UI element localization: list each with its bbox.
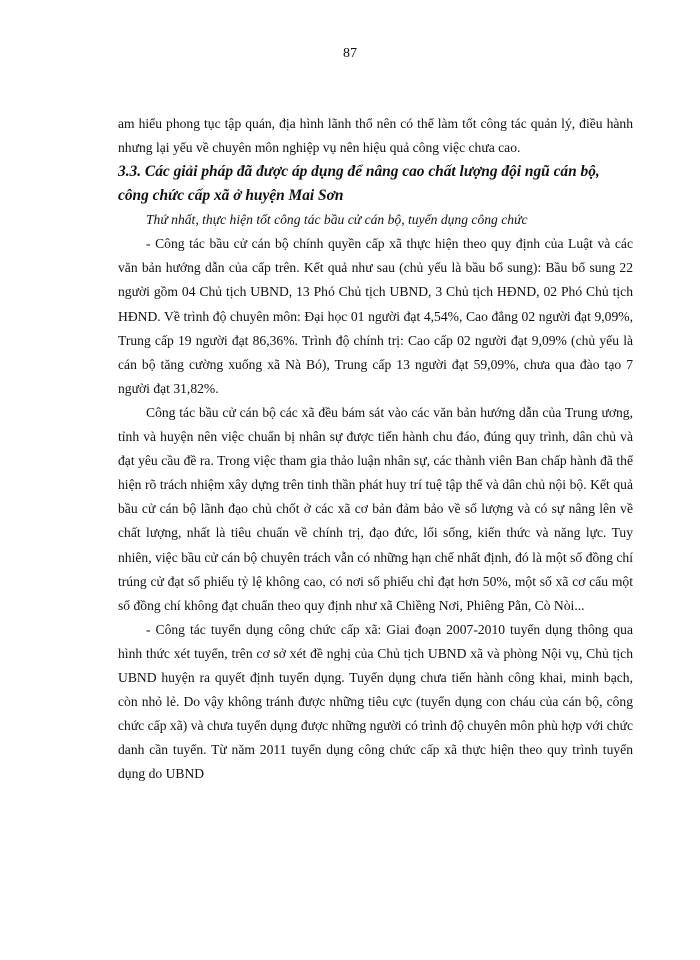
- paragraph-recruitment: - Công tác tuyển dụng công chức cấp xã: Giai đoạn 2007-2010 tuyển dụng thông qua hình thức xét tuyển, trên cơ sở xét đề nghị của Chủ tịch UBND xã và phòng Nội vụ, Chủ tịch UBND huyện ra quyết định tuyển dụng. Tuyển dụng chưa tiến hành công khai, minh bạch, còn nhỏ lẻ. Do vậy không tránh được những tiêu cực (tuyển dụng con cháu của cán bộ, công chức cấp xã) và chưa tuyển dụng được những người có trình độ chuyên môn phù hợp với chức danh cần tuyển. Từ năm 2011 tuyển dụng công chức cấp xã thực hiện theo quy trình tuyển dụng do UBND: [118, 621, 633, 782]
- paragraph-election: - Công tác bầu cử cán bộ chính quyền cấp xã thực hiện theo quy định của Luật và các văn bản hướng dẫn của cấp trên. Kết quả như sau (chủ yếu là bầu bổ sung): Bầu bổ sung 22 người gồm 04 Chủ tịch UBND, 13 Phó Chủ tịch UBND, 3 Chủ tịch HĐND, 02 Phó Chủ tịch HĐND. Về trình độ chuyên môn: Đại học 01 người đạt 4,54%, Cao đẳng 02 người đạt 9,09%, Trung cấp 19 người đạt 86,36%. Trình độ chính trị: Cao cấp 02 người đạt 9,09% (chủ yếu là cán bộ tăng cường xuống xã Nà Bó), Trung cấp 13 người đạt 59,09%, chưa qua đào tạo 7 người đạt 31,82%.: [118, 236, 633, 396]
- page-number: 87: [343, 46, 357, 61]
- paragraph-election-assessment: Công tác bầu cử cán bộ các xã đều bám sát vào các văn bản hướng dẫn của Trung ương, tỉnh và huyện nên việc chuẩn bị nhân sự được tiến hành chu đáo, đúng quy trình, dân chủ và đạt yêu cầu đề ra. Trong việc tham gia thảo luận nhân sự, các thành viên Ban chấp hành đã thể hiện rõ trách nhiệm xây dựng trên tinh thần phát huy trí tuệ tập thể và dân chủ nội bộ. Kết quả bầu cử cán bộ lãnh đạo chủ chốt ở các xã cơ bản đảm bảo về số lượng và có sự nâng lên về chất lượng, nhất là tiêu chuẩn về chính trị, đạo đức, lối sống, kiến thức và năng lực. Tuy nhiên, việc bầu cử cán bộ chuyên trách vẫn có những hạn chế nhất định, đó là một số đồng chí trúng cử đạt số phiếu tỷ lệ không cao, có nơi số phiếu chỉ đạt hơn 50%, một số xã cơ cấu một số đồng chí không đạt chuẩn theo quy định như xã Chiềng Nơi, Phiêng Pằn, Cò Nòi...: [118, 404, 633, 613]
- section-heading: 3.3. Các giải pháp đã được áp dụng để nâng cao chất lượng đội ngũ cán bộ, công chức cấp xã ở huyện Mai Sơn: [118, 163, 600, 205]
- document-body: [118, 112, 633, 786]
- subsection-heading: Thứ nhất, thực hiện tốt công tác bầu cử cán bộ, tuyển dụng công chức: [146, 212, 528, 228]
- continued-paragraph: am hiểu phong tục tập quán, địa hình lãnh thổ nên có thể làm tốt công tác quản lý, điều hành nhưng lại yếu về chuyên môn nghiệp vụ nên hiệu quả công việc chưa cao.: [118, 116, 633, 156]
